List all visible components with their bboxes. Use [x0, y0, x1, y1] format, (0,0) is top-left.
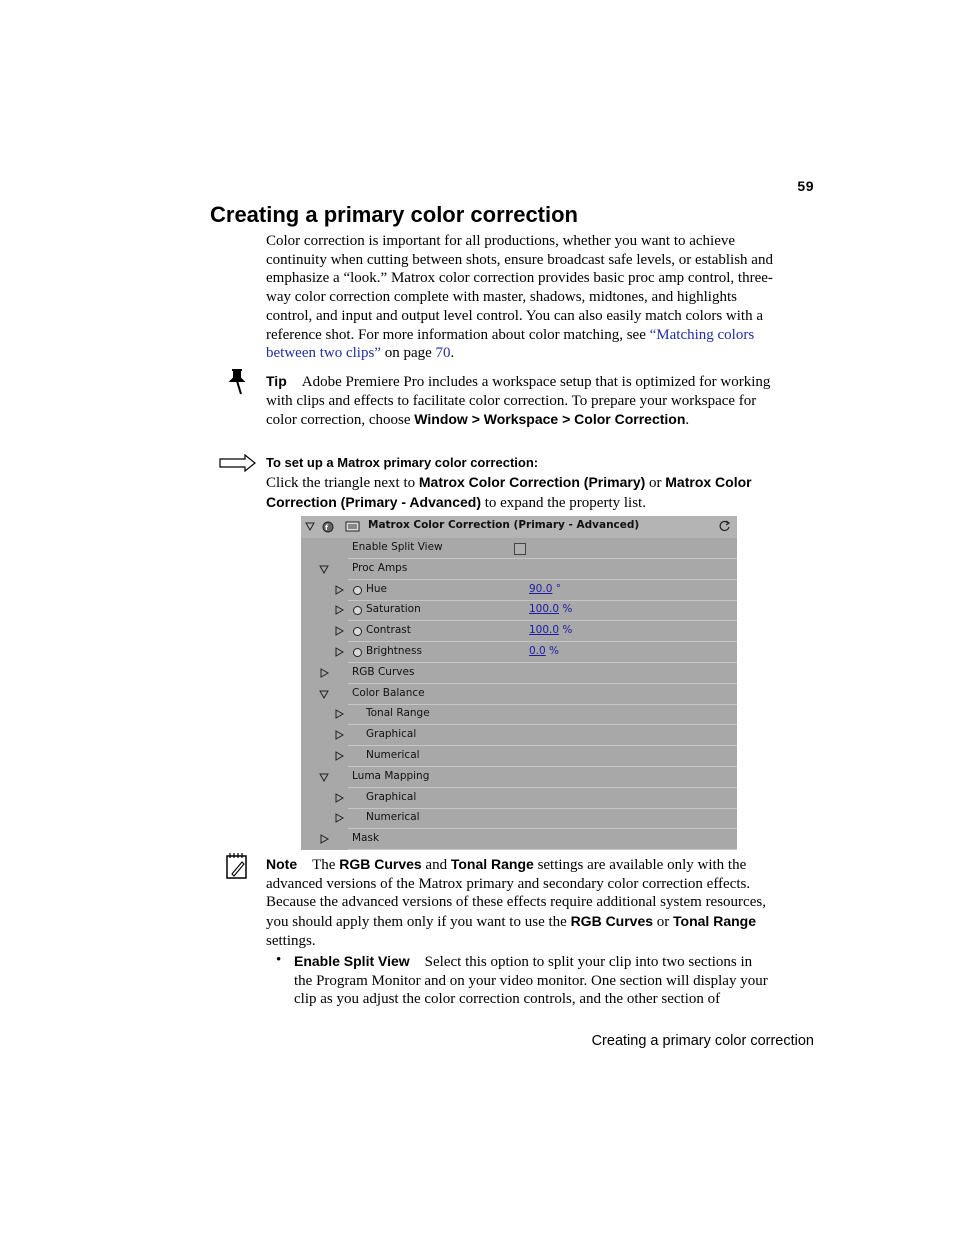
property-label: Luma Mapping	[352, 769, 430, 782]
note-paragraph	[266, 855, 772, 951]
note-bold-3: RGB Curves	[570, 913, 654, 930]
property-label: Saturation	[366, 603, 421, 616]
note-bold-1: RGB Curves	[339, 856, 422, 872]
panel-title: Matrox Color Correction (Primary - Advanced)	[368, 519, 640, 531]
triangle-right-icon[interactable]	[334, 605, 344, 615]
matching-colors-link[interactable]: “Matching colors between two clips”	[266, 326, 755, 362]
intro-text: Color correction is important for all productions, whether you want to achieve continuity when cutting between shots, ensure broadcast safe levels, or establish and emphasize a “look.” Matrox color correction provides basic proc amp control, three-way color correction complete with master, shadows, midtones, and highlights control, and input and output level control. You can also easily match colors with a reference shot. For more information about color matching, see	[266, 233, 773, 343]
property-row[interactable]	[301, 684, 737, 705]
tip-label: Tip	[266, 373, 287, 389]
triangle-right-icon[interactable]	[334, 585, 344, 595]
property-row[interactable]	[301, 725, 737, 746]
procedure-heading: To set up a Matrox primary color correction:	[266, 455, 539, 470]
stopwatch-icon[interactable]	[353, 586, 362, 595]
intro-end: .	[450, 345, 455, 362]
property-row[interactable]	[301, 663, 737, 684]
triangle-down-icon[interactable]	[319, 772, 329, 782]
note-text-2: and	[421, 857, 451, 873]
bullet-paragraph	[294, 952, 774, 1009]
note-bold-2: Tonal Range	[450, 856, 534, 872]
page-number: 59	[797, 178, 814, 194]
property-value[interactable]	[529, 583, 561, 595]
effect-icon	[345, 521, 361, 533]
property-label: Graphical	[366, 728, 417, 741]
procedure-bold-2: Matrox Color Correction (Primary - Advanced)	[266, 474, 752, 510]
property-row[interactable]	[301, 538, 737, 559]
property-label: RGB Curves	[352, 665, 415, 678]
property-row[interactable]	[301, 704, 737, 725]
note-text-1: The	[312, 857, 340, 873]
triangle-right-icon[interactable]	[334, 626, 344, 636]
pushpin-icon	[226, 368, 250, 396]
row-divider	[348, 849, 737, 850]
triangle-down-icon[interactable]	[319, 564, 329, 574]
property-value-number[interactable]: 0.0	[529, 645, 546, 657]
triangle-right-icon[interactable]	[334, 793, 344, 803]
note-text-4: or	[653, 914, 674, 931]
procedure-paragraph	[266, 473, 776, 512]
notepad-pencil-icon	[225, 852, 249, 880]
property-value[interactable]	[529, 645, 559, 657]
procedure-bold-1: Matrox Color Correction (Primary)	[418, 474, 646, 490]
property-label: Brightness	[366, 645, 422, 657]
property-value-unit: %	[545, 645, 560, 657]
triangle-right-icon[interactable]	[319, 668, 329, 678]
property-value-unit: °	[552, 582, 561, 595]
property-label: Proc Amps	[352, 561, 408, 574]
property-label: Graphical	[366, 790, 417, 803]
property-row[interactable]	[301, 621, 737, 642]
procedure-text-3: to expand the property list.	[480, 494, 646, 511]
property-row[interactable]	[301, 767, 737, 788]
property-label: Tonal Range	[366, 707, 430, 720]
note-text-3: settings are available only with the advanced versions of the Matrox primary and secondary color correction effects. Because the advanced versions of these effects require additional system resources, you should apply them only if you want to use the	[266, 857, 766, 931]
page-70-link[interactable]: 70	[435, 345, 451, 362]
stopwatch-icon[interactable]	[353, 648, 362, 657]
property-row[interactable]	[301, 829, 737, 850]
triangle-down-icon[interactable]	[305, 522, 315, 531]
reset-icon[interactable]	[718, 520, 731, 533]
tip-end: .	[685, 412, 690, 429]
property-row[interactable]	[301, 642, 737, 663]
triangle-down-icon[interactable]	[319, 689, 329, 699]
intro-mid: on page	[380, 345, 436, 362]
triangle-right-icon[interactable]	[334, 751, 344, 761]
property-label: Enable Split View	[352, 541, 443, 553]
enable-split-view-checkbox[interactable]	[514, 543, 526, 555]
fx-toggle-icon[interactable]	[322, 521, 334, 533]
property-label: Color Balance	[352, 686, 425, 699]
property-label: Contrast	[366, 624, 411, 637]
intro-paragraph	[266, 232, 776, 363]
triangle-right-icon[interactable]	[334, 730, 344, 740]
property-row[interactable]	[301, 788, 737, 809]
svg-text:f: f	[325, 524, 329, 532]
property-row[interactable]	[301, 808, 737, 829]
bullet-label: Enable Split View	[294, 953, 410, 969]
note-label: Note	[266, 856, 298, 872]
panel-title-row[interactable]	[301, 516, 737, 538]
property-row[interactable]	[301, 580, 737, 601]
note-bold-4: Tonal Range	[673, 913, 756, 930]
bullet-text: Select this option to split your clip into two sections in the Program Monitor and on your video monitor. One section will display your clip as you adjust the color correction controls, and the other section of	[294, 954, 768, 1008]
property-value-unit: %	[559, 624, 573, 637]
property-value-number[interactable]: 90.0	[529, 582, 553, 595]
effect-controls-panel	[301, 516, 737, 850]
property-label: Mask	[352, 832, 380, 845]
property-label: Hue	[366, 582, 388, 595]
property-label: Numerical	[366, 749, 420, 761]
tip-menu-path: Window > Workspace > Color Correction	[414, 411, 686, 428]
running-footer: Creating a primary color correction	[591, 1033, 814, 1049]
stopwatch-icon[interactable]	[353, 627, 362, 636]
tip-paragraph	[266, 372, 776, 430]
property-value-number[interactable]: 100.0	[529, 624, 560, 637]
property-value-unit: %	[559, 603, 573, 616]
property-label: Numerical	[366, 811, 420, 824]
property-value-number[interactable]: 100.0	[529, 603, 560, 616]
stopwatch-icon[interactable]	[353, 606, 362, 615]
property-row[interactable]	[301, 746, 737, 767]
property-value[interactable]	[529, 603, 572, 615]
property-value[interactable]	[529, 624, 572, 636]
triangle-right-icon[interactable]	[319, 834, 329, 844]
triangle-right-icon[interactable]	[334, 813, 344, 823]
arrow-right-icon	[219, 454, 257, 472]
tip-text: Adobe Premiere Pro includes a workspace setup that is optimized for working with clips and effects to facilitate color correction. To prepare your workspace for color correction, choose	[266, 374, 771, 429]
property-row[interactable]	[301, 600, 737, 621]
triangle-right-icon[interactable]	[334, 647, 344, 657]
procedure-text-1: Click the triangle next to	[266, 475, 419, 491]
section-heading: Creating a primary color correction	[210, 202, 578, 227]
property-row[interactable]	[301, 559, 737, 580]
procedure-text-2: or	[645, 475, 666, 491]
note-text-5: settings.	[266, 932, 316, 949]
bullet-marker: •	[276, 952, 282, 968]
triangle-right-icon[interactable]	[334, 709, 344, 719]
